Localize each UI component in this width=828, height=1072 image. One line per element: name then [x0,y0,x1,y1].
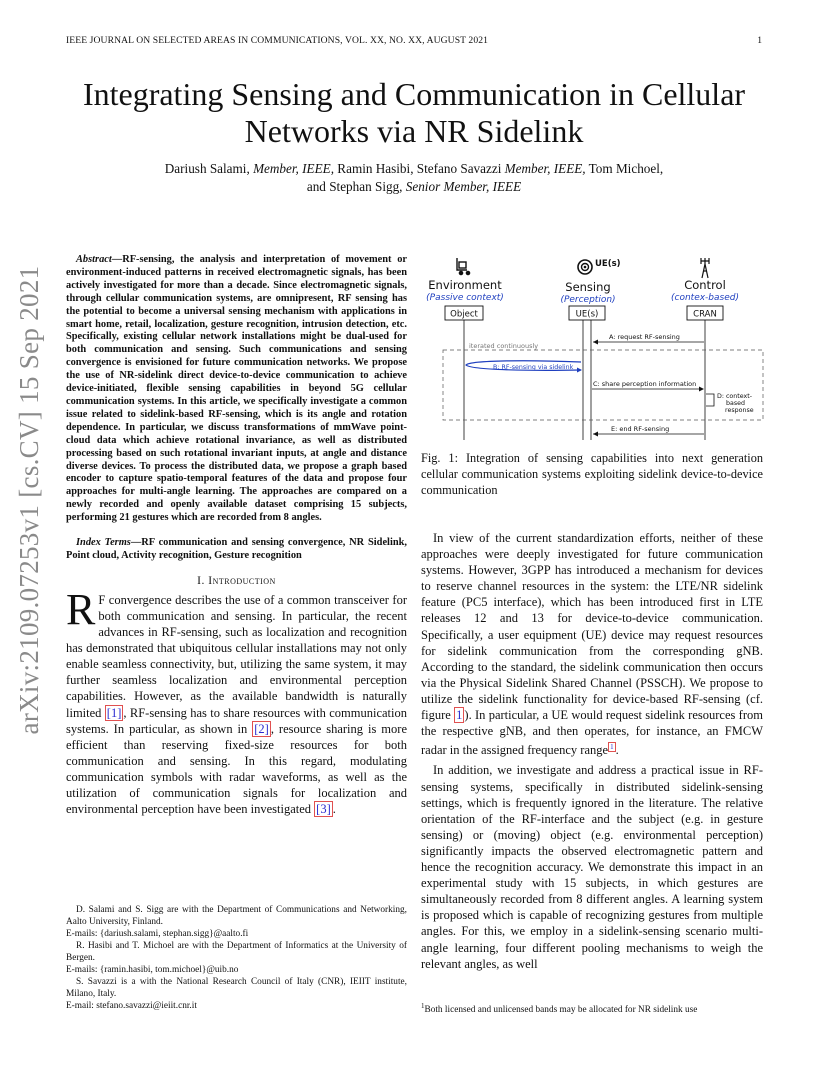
message-d-loop [706,394,714,406]
author-list [80,160,748,196]
message-e-arrowhead [593,432,598,437]
message-d-label-2: based [726,400,746,407]
footnote-mark: 1 [421,1002,425,1010]
sensing-title: Sensing [565,280,611,294]
footnote: R. Hasibi and T. Michoel are with the Department of Informatics at the University of Bergen. [66,941,407,963]
arxiv-identifier: arXiv:2109.07253v1 [cs.CV] 15 Sep 2021 [14,265,44,735]
figure-ref-link[interactable]: 1 [456,708,463,723]
right-column [421,530,763,972]
affiliation-footnotes [66,904,407,1012]
author-line-1 [80,160,748,178]
cran-box-label: CRAN [693,309,717,320]
figure-1-caption: Fig. 1: Integration of sensing capabilities into next generation cellular communication systems exploiting sidelink device-to-device communication [421,451,763,497]
body-text: ). In particular, a UE would request sidelink resources from the respective gNB, and then operates, for instance, an FMCW radar in the assigned frequency range [421,708,763,758]
control-subtitle: (contex-based) [671,293,739,303]
citation-link[interactable]: [3] [316,802,331,817]
dropcap: R [66,584,96,634]
ue-label: UE(s) [595,259,621,269]
author-membership: Member, IEEE, [253,161,334,176]
message-d-label-3: response [725,407,754,414]
footnote-ref-link[interactable]: 1 [610,743,614,752]
paper-title: Integrating Sensing and Communication in Cellular Networks via NR Sidelink [82,76,746,149]
intro-text: . [332,802,336,817]
loop-label: iterated continuously [469,342,539,350]
footnote: E-mail: stefano.savazzi@ieiit.cnr.it [66,1001,197,1011]
author-text: Tom Michoel, [585,161,664,176]
index-terms-lead: Index Terms [76,537,131,549]
message-d-label-1: D: context- [717,393,752,400]
page-number: 1 [757,35,762,46]
author-membership: Senior Member, IEEE [405,179,522,194]
abstract-text: —RF-sensing, the analysis and interpretation of movement or environment-induced patterns in received electromagnetic signals, has been actively investigated for more than a decade. Since electromagnetic signals, through cellular communication systems, are omnipresent, RF sensing has the potential to become a universal sensing mechanism with applications in smart home, retail, localization, gesture recognition, intrusion detection, etc. Specifically, existing cellular network installations might be dual-used for both communication and sensing. Such communications and sensing convergence is envisioned for future communication networks. We propose the use of NR-sidelink direct device-to-device communication to achieve device-initiated, flexible sensing capabilities in beyond 5G cellular communication systems. In this article, we specifically investigate a common issue related to sidelink-based RF-sensing, which is its angle and rotation dependence. In particular, we discuss transformations of mmWave point-cloud data which achieve rotational invariance, as well as distributed processing based on such rotational invariant inputs, at angle and distance diverse devices. To process the distributed data, we propose a graph based encoder to capture spatio-temporal features of the data and propose four approaches for multi-angle learning. The approaches are compared on a newly recorded and openly available dataset comprising 15 subjects, performing 21 gestures which are recorded from 8 angles. [66,254,407,524]
footnote-text: Both licensed and unlicensed bands may be allocated for NR sidelink use [424,1005,698,1016]
intro-text: , resource sharing is more efficient than reserving fixed-size resources for both communication and sensing. In this regard, modulating communication symbols with radar waveforms, as well as the utilization of communication signals for localization and environmental perception have been investigated [66,721,407,817]
footnote: E-mails: {dariush.salami, stephan.sigg}@aalto.fi [66,929,249,939]
intro-text: , RF-sensing has to share resources with communication systems. In particular, as shown in [66,705,407,736]
author-text: Ramin Hasibi, Stefano Savazzi [334,161,505,176]
message-a-arrowhead [593,340,598,345]
message-b-label: B: RF-sensing via sidelink [493,364,574,371]
citation-link[interactable]: [1] [106,705,122,720]
footnote: E-mails: {ramin.hasibi, tom.michoel}@uib.no [66,965,239,975]
paragraph-angle: In addition, we investigate and address a practical issue in RF-sensing systems, specifically in distributed sidelink-sensing settings, which is frequently ignored in the literature. The relative orientation of the RF-interface and the subject (e.g. in gesture sensing) or (moving) object (e.g. environmental perception) significantly impacts the observed electromagnetic pattern and hence the recognition accuracy. We demonstrate this impact in an experimental study with 15 subjects, in which gestures are simultaneously recorded from 8 different angles. A learning system is proposed which is capable of recognizing gestures from multiple angles. For this, we employ in a sidelink-sensing scenario multi-angle learning, four different pooling mechanisms to weigh the relevant angles, as well [421,763,763,971]
right-footnote [421,1000,767,1016]
abstract [66,254,407,525]
paragraph-sidelink [421,530,763,758]
abstract-lead: Abstract [76,254,112,265]
index-terms-text: —RF communication and sensing convergence, NR Sidelink, Point cloud, Activity recognition, Gesture recognition [66,537,407,561]
author-text: Dariush Salami, [164,161,254,176]
body-text: In view of the current standardization efforts, neither of these approaches were deeply investigated for future communication systems. However, 3GPP has introduced a mechanism for devices to reserve channel resources in the system: the LTE/NR sidelink feature (PC5 interface), which has been introduced first in LTE releases 12 and 13 for device-to-device communication. Specifically, a user equipment (UE) device may request resources for sidelink communication from the corresponding gNB. According to the standard, the sidelink communication then occurs via the Physical Sidelink Shared Channel (PSSCH). We propose to utilize the sidelink functionality for device-based RF-sensing (cf. figure [421,531,763,723]
left-column [66,254,407,817]
footnote: D. Salami and S. Sigg are with the Department of Communications and Networking, Aalto University, Finland. [66,905,407,927]
environment-icon [457,258,470,275]
citation-link[interactable]: [2] [254,721,269,736]
author-line-2 [80,178,748,196]
message-c-label: C: share perception information [593,380,697,388]
message-c-arrowhead [699,387,704,392]
author-membership: Member, IEEE, [504,161,586,176]
object-box-label: Object [450,309,478,320]
section-heading-introduction: I. Introduction [197,574,276,587]
environment-subtitle: (Passive context) [426,293,504,303]
sensing-icon [578,260,592,274]
author-text: and Stephan Sigg, [306,179,406,194]
message-e-label: E: end RF-sensing [611,425,670,433]
index-terms [66,537,407,563]
environment-title: Environment [428,278,502,292]
footnote: S. Savazzi is a with the National Research Council of Italy (CNR), IEIIT institute, Milano, Italy. [66,977,407,999]
sensing-subtitle: (Perception) [560,295,616,305]
figure-1-diagram [421,254,767,442]
message-a-label: A: request RF-sensing [609,333,680,341]
antenna-tower-icon [701,258,709,278]
message-b-arrowhead [577,368,582,373]
running-head: IEEE JOURNAL ON SELECTED AREAS IN COMMUNICATIONS, VOL. XX, NO. XX, AUGUST 2021 [66,35,489,46]
ue-box-label: UE(s) [575,309,599,320]
body-text: . [615,743,619,758]
intro-paragraph [66,584,407,817]
control-title: Control [684,278,726,292]
intro-text: F convergence describes the use of a common transceiver for both communication and sensing. In particular, the recent advances in RF-sensing, such as localization and recognition has demonstrated that ubiquitous cellular installations may not only enable seamless connectivity, but, utilizing the same system, it may further seamless localization and environmental perception capabilities. However, as the available bandwidth is naturally limited [66,592,407,720]
